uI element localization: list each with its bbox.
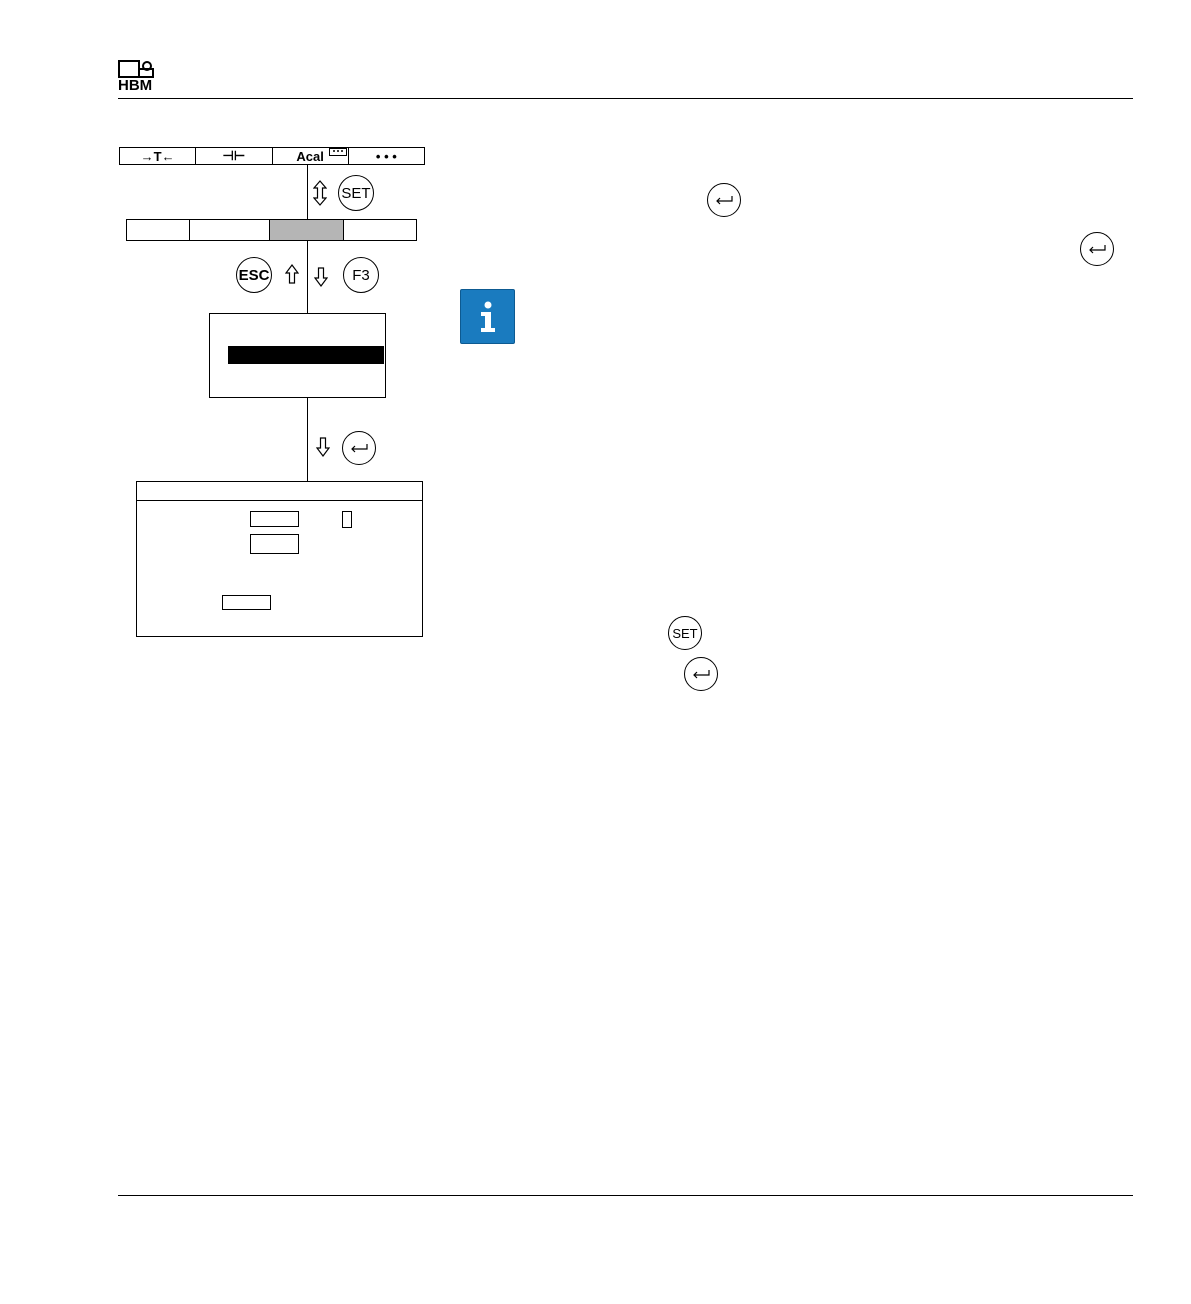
menu-bar [126, 219, 417, 241]
menu-cell[interactable] [190, 220, 270, 240]
fn-acal[interactable] [273, 148, 349, 164]
footer-rule [118, 1195, 1133, 1196]
menu-cell[interactable] [344, 220, 416, 240]
menu-cell-selected[interactable] [270, 220, 344, 240]
dialog-checkbox[interactable] [342, 511, 352, 528]
connector-line [307, 241, 308, 313]
f3-button[interactable]: F3 [343, 257, 379, 293]
logo-mark-icon [118, 60, 154, 78]
hbm-logo [118, 60, 156, 94]
submenu-indicator-icon [329, 148, 347, 156]
settings-dialog [136, 481, 423, 637]
connector-line [307, 398, 308, 481]
function-key-bar [119, 147, 425, 165]
connector-line [307, 165, 308, 219]
fn-tare[interactable]: →T← [120, 148, 196, 164]
brand-text: HBM [118, 77, 153, 94]
set-button[interactable]: SET [668, 616, 702, 650]
enter-button[interactable] [342, 431, 376, 465]
enter-key-icon [691, 669, 711, 679]
enter-button[interactable] [1080, 232, 1114, 266]
menu-cell[interactable] [127, 220, 190, 240]
arrow-up-icon [285, 264, 299, 284]
popup-selected-item[interactable] [228, 346, 384, 364]
dialog-title-bar [137, 482, 422, 501]
header-rule [118, 98, 1133, 99]
dialog-field[interactable] [222, 595, 271, 610]
arrow-down-icon [316, 437, 330, 457]
enter-button[interactable] [707, 183, 741, 217]
info-glyph-icon [478, 301, 498, 333]
enter-key-icon [349, 443, 369, 453]
enter-button[interactable] [684, 657, 718, 691]
set-button[interactable]: SET [338, 175, 374, 211]
dialog-field[interactable] [250, 534, 299, 554]
arrow-up-down-icon [313, 180, 327, 206]
dialog-field[interactable] [250, 511, 299, 527]
enter-key-icon [714, 195, 734, 205]
enter-key-icon [1087, 244, 1107, 254]
selection-popup [209, 313, 386, 398]
fn-more[interactable]: • • • [375, 148, 397, 164]
arrow-down-icon [314, 267, 328, 287]
esc-button[interactable]: ESC [236, 257, 272, 293]
fn-acal-label: Acal [296, 148, 324, 164]
info-icon [460, 289, 515, 344]
fn-zero[interactable]: ⊣⊢ [196, 148, 272, 164]
